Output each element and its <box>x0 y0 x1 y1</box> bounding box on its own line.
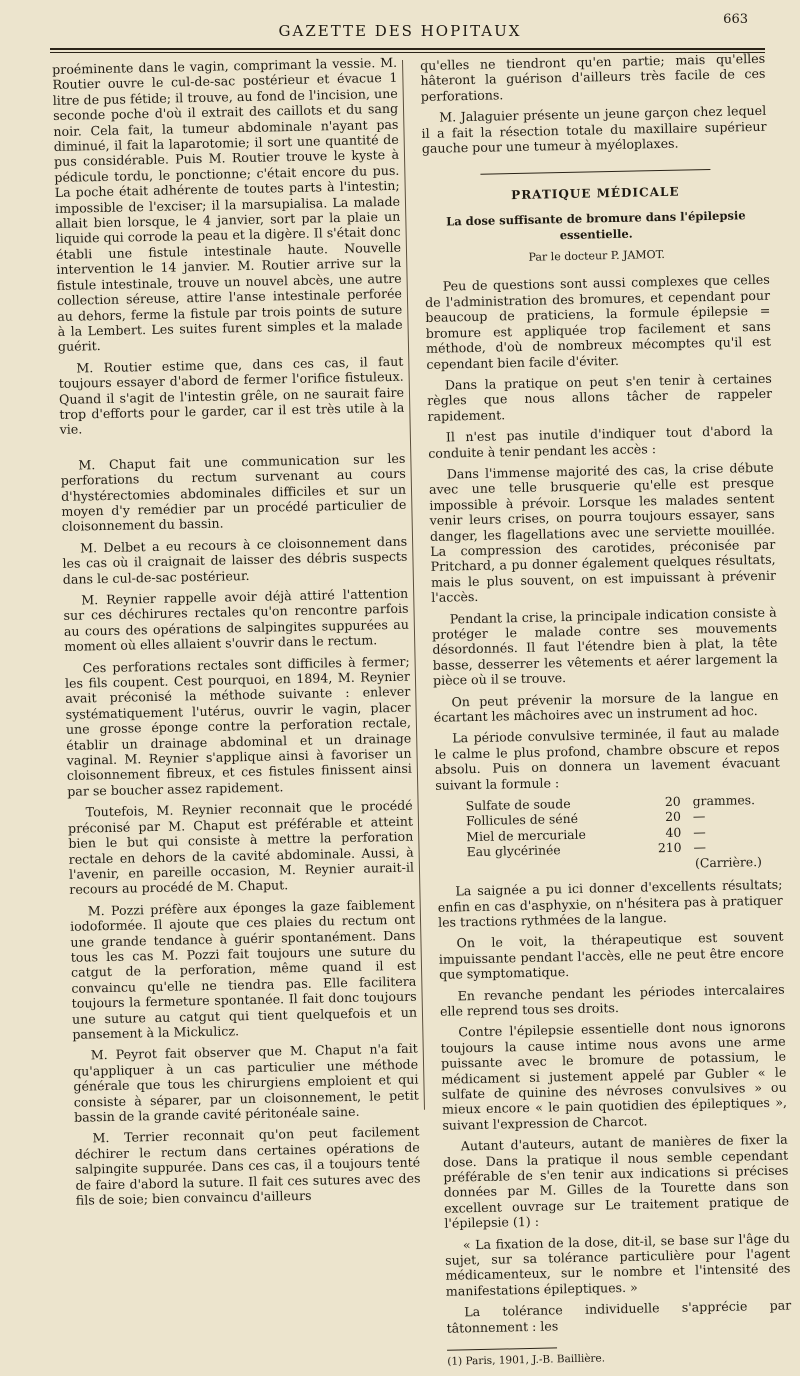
right-paragraph: On peut prévenir la morsure de la langue en écartant les mâchoires avec un instrument ad hoc. <box>433 687 779 725</box>
right-paragraph: Autant d'auteurs, autant de manières de fixer la dose. Dans la pratique il nous semble cependant préférable de s'en tenir aux indications si précises données par M. Gilles de la Tourette dans son excellent ouvrage sur Le traitement pratique de l'épilepsie (1) : <box>442 1131 790 1231</box>
left-paragraph: proéminente dans le vagin, comprimant la vessie. M. Routier ouvre le cul-de-sac postérieur et évacue 1 litre de pus fétide; il trouve, au fond de l'incision, une seconde poche d'où il extrait des caillots et du sang noir. Cela fait, la tumeur abdominale n'ayant pas diminué, il fait la laparotomie; il sort une quantité de pus considérable. Puis M. Routier trouve le kyste à pédicule tordu, le ponctionne; c'était encore du pus. La poche était adhérente de toutes parts à l'intestin; impossible de l'exciser; il la marsupialisa. La malade allait bien lorsque, le 4 janvier, sort par la plaie un liquide qui corrode la peau et la digère. Il s'était donc établi une fistule intestinale haute. Nouvelle intervention le 14 janvier. M. Routier arrive sur la fistule intestinale, trouve un nouvel abcès, une autre collection séreuse, attire l'anse intestinale perforée au dehors, ferme la fistule par trois points de suture à la Lembert. Les suites furent simples et la malade guérit. <box>52 54 403 355</box>
left-paragraph: M. Terrier reconnait qu'on peut facilement déchirer le rectum dans certaines opérations de salpingite suppurée. Dans ces cas, il a toujours tenté de faire d'abord la suture. Il fait ces sutures avec des fils de soie; bien convaincu d'ailleurs <box>74 1123 421 1208</box>
ingredient-quantity: 210 <box>657 839 682 856</box>
right-paragraph: « La fixation de la dose, dit-il, se base sur l'âge du sujet, sur sa tolérance particulière pour l'agent médicamenteux, sur le nombre et l'intensité des manifestations épileptiques. » <box>445 1230 791 1299</box>
ingredient-unit: grammes. <box>692 792 756 809</box>
ingredient-name: Sulfate de soude <box>465 796 571 814</box>
journal-title: GAZETTE DES HOPITAUX <box>278 22 522 40</box>
ingredient-name: Follicules de séné <box>465 811 579 829</box>
right-paragraph: On le voit, la thérapeutique est souvent impuissante pendant l'accès, elle ne peut être encore que symptomatique. <box>438 928 784 982</box>
ingredient-name: Miel de mercuriale <box>466 826 587 845</box>
ingredient-unit: — <box>693 839 707 855</box>
right-paragraph: Pendant la crise, la principale indication consiste à protéger le malade contre ses mouvements désordonnés. Il faut l'étendre bien à plat, la tête basse, desserrer les vêtements et aérer largement la pièce où il se trouve. <box>431 604 778 689</box>
section-rule <box>422 157 767 180</box>
right-paragraph: La période convulsive terminée, il faut au malade le calme le plus profond, chambre obscure et repos absolu. Puis on donnera un lavement évacuant suivant la formule : <box>434 724 780 793</box>
left-paragraph: M. Reynier rappelle avoir déjà attiré l'attention sur ces déchirures rectales qu'on rencontre parfois au cours des opérations de salpingites suppurées au moment où elles allaient s'ouvrir dans le rectum. <box>63 585 410 655</box>
right-paragraph: La saignée a pu ici donner d'excellents résultats; enfin en cas d'asphyxie, on n'hésitera pas à pratiquer les tractions rythmées de la langue. <box>437 876 783 930</box>
left-paragraph: M. Pozzi préfère aux éponges la gaze faiblement iodoformée. Il ajoute que ces plaies du rectum ont une grande tendance à guérir spontanément. Dans tous les cas M. Pozzi fait toujours une suture du catgut de la perforation, même quand il est convaincu qu'elle ne tiendra pas. Elle facilitera toujours la fermeture spontanée. Il fait donc toujours une suture au catgut qui tient quelquefois et un pansement à la Mickulicz. <box>69 896 418 1042</box>
left-paragraph: M. Peyrot fait observer que M. Chaput n'a fait qu'appliquer à un cas particulier une méthode générale que tous les chirurgiens emploient et qui consiste à séparer, par un cloisonnement, le petit bassin de la grande cavité péritonéale saine. <box>72 1040 419 1125</box>
article-title: La dose suffisante de bromure dans l'épilepsie essentielle. <box>446 208 746 242</box>
right-paragraph: M. Jalaguier présente un jeune garçon chez lequel il a fait la résection totale du maxillaire supérieur gauche pour une tumeur à myéloplaxes. <box>421 102 767 157</box>
left-paragraph: M. Chaput fait une communication sur les perforations du rectum survenant au cours d'hystérectomies abdominales difficiles et sur un moyen d'y remédier par un procédé particulier de cloisonnement du bassin. <box>60 450 407 535</box>
footnote: (1) Paris, 1901, J.-B. Baillière. <box>447 1352 606 1368</box>
right-column <box>420 51 793 1376</box>
left-paragraph: M. Delbet a eu recours à ce cloisonnement dans les cas où il craignait de laisser des débris suspects dans le cul-de-sac postérieur. <box>62 533 408 587</box>
section-title: PRATIQUE MÉDICALE <box>511 184 680 202</box>
right-paragraph: La tolérance individuelle s'apprécie par tâtonnement : les <box>446 1297 792 1336</box>
recipe-credit: (Carrière.) <box>694 853 763 871</box>
ingredient-quantity: 20 <box>664 793 681 810</box>
recipe-table <box>466 792 783 876</box>
ingredient-quantity: 20 <box>665 809 682 825</box>
left-column <box>52 55 421 1214</box>
right-paragraph: Peu de questions sont aussi complexes que celles de l'administration des bromures, et cependant pour beaucoup de praticiens, la formule épilepsie = bromure est appliquée trop facilement et sans méthode, d'où de nombreux mécomptes qu'il est cependant bien facile d'éviter. <box>424 272 772 372</box>
right-paragraph: qu'elles ne tiendront qu'en partie; mais qu'elles hâteront la guérison d'ailleurs très facile de ces perforations. <box>420 50 766 104</box>
left-paragraph: M. Routier estime que, dans ces cas, il faut toujours essayer d'abord de fermer l'orifice fistuleux. Quand il s'agit de l'intestin grêle, on ne saurait faire trop d'efforts pour le garder, car il est très utile à la vie. <box>58 353 405 438</box>
right-paragraph: Contre l'épilepsie essentielle dont nous ignorons toujours la cause intime nous avons une arme puissante avec le bromure de potassium, le médicament si justement appelé par Gubler « le sulfate de quinine des névroses convulsives » ou mieux encore « le pain quotidien des épileptiques », suivant l'expression de Charcot. <box>440 1017 788 1133</box>
ingredient-unit: — <box>692 808 706 824</box>
right-paragraph: Dans la pratique on peut s'en tenir à certaines règles que nous allons tâcher de rappeler rapidement. <box>427 370 773 424</box>
right-paragraph: Dans l'immense majorité des cas, la crise débute avec une telle brusquerie qu'elle est presque impossible à prévoir. Lorsque les malades sentent venir leurs crises, on pourra toujours essayer, sans danger, les flagellations avec une serviette mouillée. La compression des carotides, préconisée par Pritchard, a pu donner également quelques résultats, mais le plus souvent, on est impuissant à prévenir l'accès. <box>428 459 777 606</box>
left-paragraph: Ces perforations rectales sont difficiles à fermer; les fils coupent. Cest pourquoi, en 1894, M. Reynier avait préconisé la méthode suivante : enlever systématiquement l'utérus, ouvrir le vagin, placer une grosse éponge contre la perforation rectale, établir un drainage abdominal et un drainage vaginal. M. Reynier s'applique ainsi à favoriser un cloisonnement fibreux, et ces fistules finissent ainsi par se boucher assez rapidement. <box>64 653 413 799</box>
page-number: 663 <box>723 12 748 27</box>
article-byline: Par le docteur P. JAMOT. <box>528 247 665 264</box>
ingredient-unit: — <box>693 824 706 840</box>
right-paragraph: Il n'est pas inutile d'indiquer tout d'abord la conduite à tenir pendant les accès : <box>428 422 774 461</box>
ingredient-quantity: 40 <box>665 824 682 840</box>
ingredient-name: Eau glycérinée <box>466 842 561 860</box>
footnote-rule <box>447 1347 557 1350</box>
left-paragraph: Toutefois, M. Reynier reconnait que le procédé préconisé par M. Chaput est préférable et atteint bien le but qui consiste à mettre la perforation rectale en dehors de la cavité abdominale. Aussi, à l'avenir, en pareille occasion, M. Reynier aurait-il recours au procédé de M. Chaput. <box>67 797 415 898</box>
right-paragraph: En revanche pendant les périodes intercalaires elle reprend tous ses droits. <box>439 981 785 1019</box>
